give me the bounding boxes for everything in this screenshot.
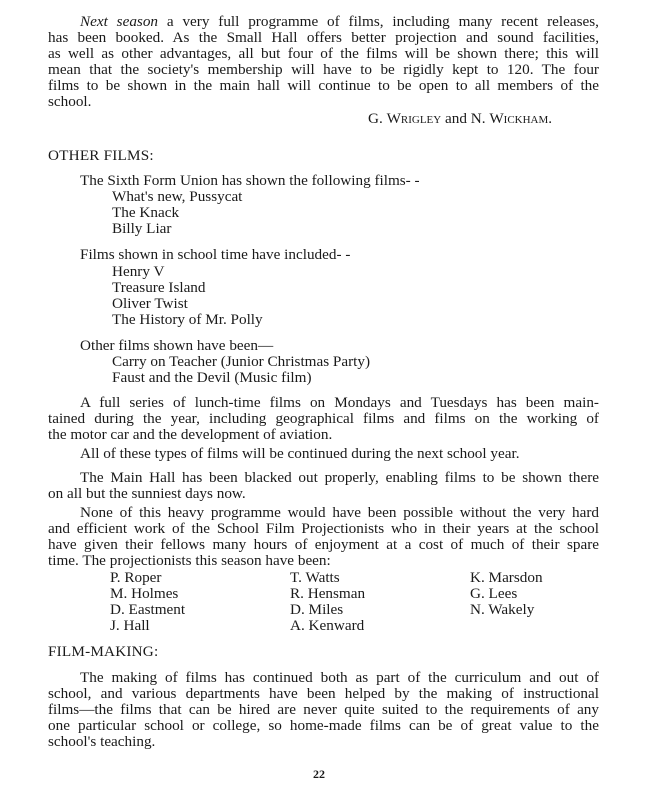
lunch-line-1: A full series of lunch-time films on Mondays and Tuesdays has been main- (80, 394, 599, 411)
fm-line-4: one particular school or college, so home-made films can be of great value to the (48, 717, 599, 734)
page-number: 22 (313, 767, 325, 781)
list-item: Oliver Twist (112, 295, 188, 312)
fm-line-3: films—the films that can be hired are never quite suited to the requirements of any (48, 701, 599, 718)
projectionists-column-3 (470, 570, 543, 618)
list-item: The Knack (112, 204, 180, 221)
film-making-heading: FILM-MAKING: (48, 643, 159, 660)
list-item: Billy Liar (112, 220, 172, 237)
blackout-paragraph (48, 470, 599, 502)
list-item: M. Holmes (110, 585, 179, 602)
fm-line-1: The making of films has continued both as part of the curriculum and out of (80, 669, 599, 686)
list-item: D. Miles (290, 601, 344, 618)
intro-line-2: has been booked. As the Small Hall offers better projection and sound facilities, (48, 29, 599, 46)
proj-line-1: None of this heavy programme would have been possible without the very hard (80, 504, 599, 521)
list-item: What's new, Pussycat (112, 188, 243, 205)
sixth-form-intro: The Sixth Form Union has shown the following films- - (80, 172, 420, 189)
other-film-list (112, 354, 370, 386)
list-item: T. Watts (290, 569, 340, 586)
list-item: P. Roper (110, 569, 162, 586)
list-item: The History of Mr. Polly (112, 311, 263, 328)
blackout-line-2: on all but the sunniest days now. (48, 485, 246, 502)
sixth-form-film-list (112, 189, 242, 237)
list-item: K. Marsdon (470, 569, 543, 586)
list-item: A. Kenward (290, 617, 365, 634)
intro-line-5: films to be shown in the main hall will continue to be open to all members of the (48, 77, 599, 94)
list-item: J. Hall (110, 617, 150, 634)
list-item: R. Hensman (290, 585, 366, 602)
school-time-intro: Films shown in school time have included- - (80, 246, 351, 263)
list-item: Henry V (112, 263, 165, 280)
projectionists-column-2 (290, 570, 365, 634)
projectionists-paragraph (48, 505, 599, 569)
blackout-line-1: The Main Hall has been blacked out properly, enabling films to be shown there (80, 469, 599, 486)
list-item: G. Lees (470, 585, 518, 602)
projectionists-column-1 (110, 570, 185, 634)
intro-line-4: mean that the society's membership will have to be rigidly kept to 120. The four (48, 61, 599, 78)
intro-line-3: as well as other advantages, all but four of the films will be shown there; this will (48, 45, 599, 62)
list-item: Faust and the Devil (Music film) (112, 369, 312, 386)
other-films-heading: OTHER FILMS: (48, 147, 154, 164)
intro-line-1: Next season a very full programme of films, including many recent releases, (80, 13, 599, 30)
lunch-line-3: the motor car and the development of aviation. (48, 426, 333, 443)
film-making-paragraph (48, 670, 599, 750)
fm-line-2: school, and various departments have been helped by the making of instructional (48, 685, 599, 702)
lunch-time-paragraph (48, 395, 599, 443)
other-films-intro: Other films shown have been— (80, 337, 274, 354)
list-item: N. Wakely (470, 601, 535, 618)
school-time-film-list (112, 264, 263, 328)
list-item: Carry on Teacher (Junior Christmas Party) (112, 353, 371, 370)
list-item: Treasure Island (112, 279, 206, 296)
intro-line-6: school. (48, 93, 92, 110)
intro-paragraph (48, 14, 599, 110)
intro-lead-italic: Next season (80, 13, 159, 30)
fm-line-5: school's teaching. (48, 733, 156, 750)
proj-line-3: have given their fellows many hours of enjoyment at a cost of much of their spare (48, 536, 599, 553)
list-item: D. Eastment (110, 601, 186, 618)
lunch-line-2: tained during the year, including geographical films and films on the working of (48, 410, 599, 427)
proj-line-4: time. The projectionists this season have been: (48, 552, 331, 569)
continued-paragraph: All of these types of films will be continued during the next school year. (80, 445, 520, 462)
proj-line-2: and efficient work of the School Film Projectionists who in their years at the school (48, 520, 599, 537)
signature: G. Wrigley and N. Wickham. (368, 110, 553, 127)
